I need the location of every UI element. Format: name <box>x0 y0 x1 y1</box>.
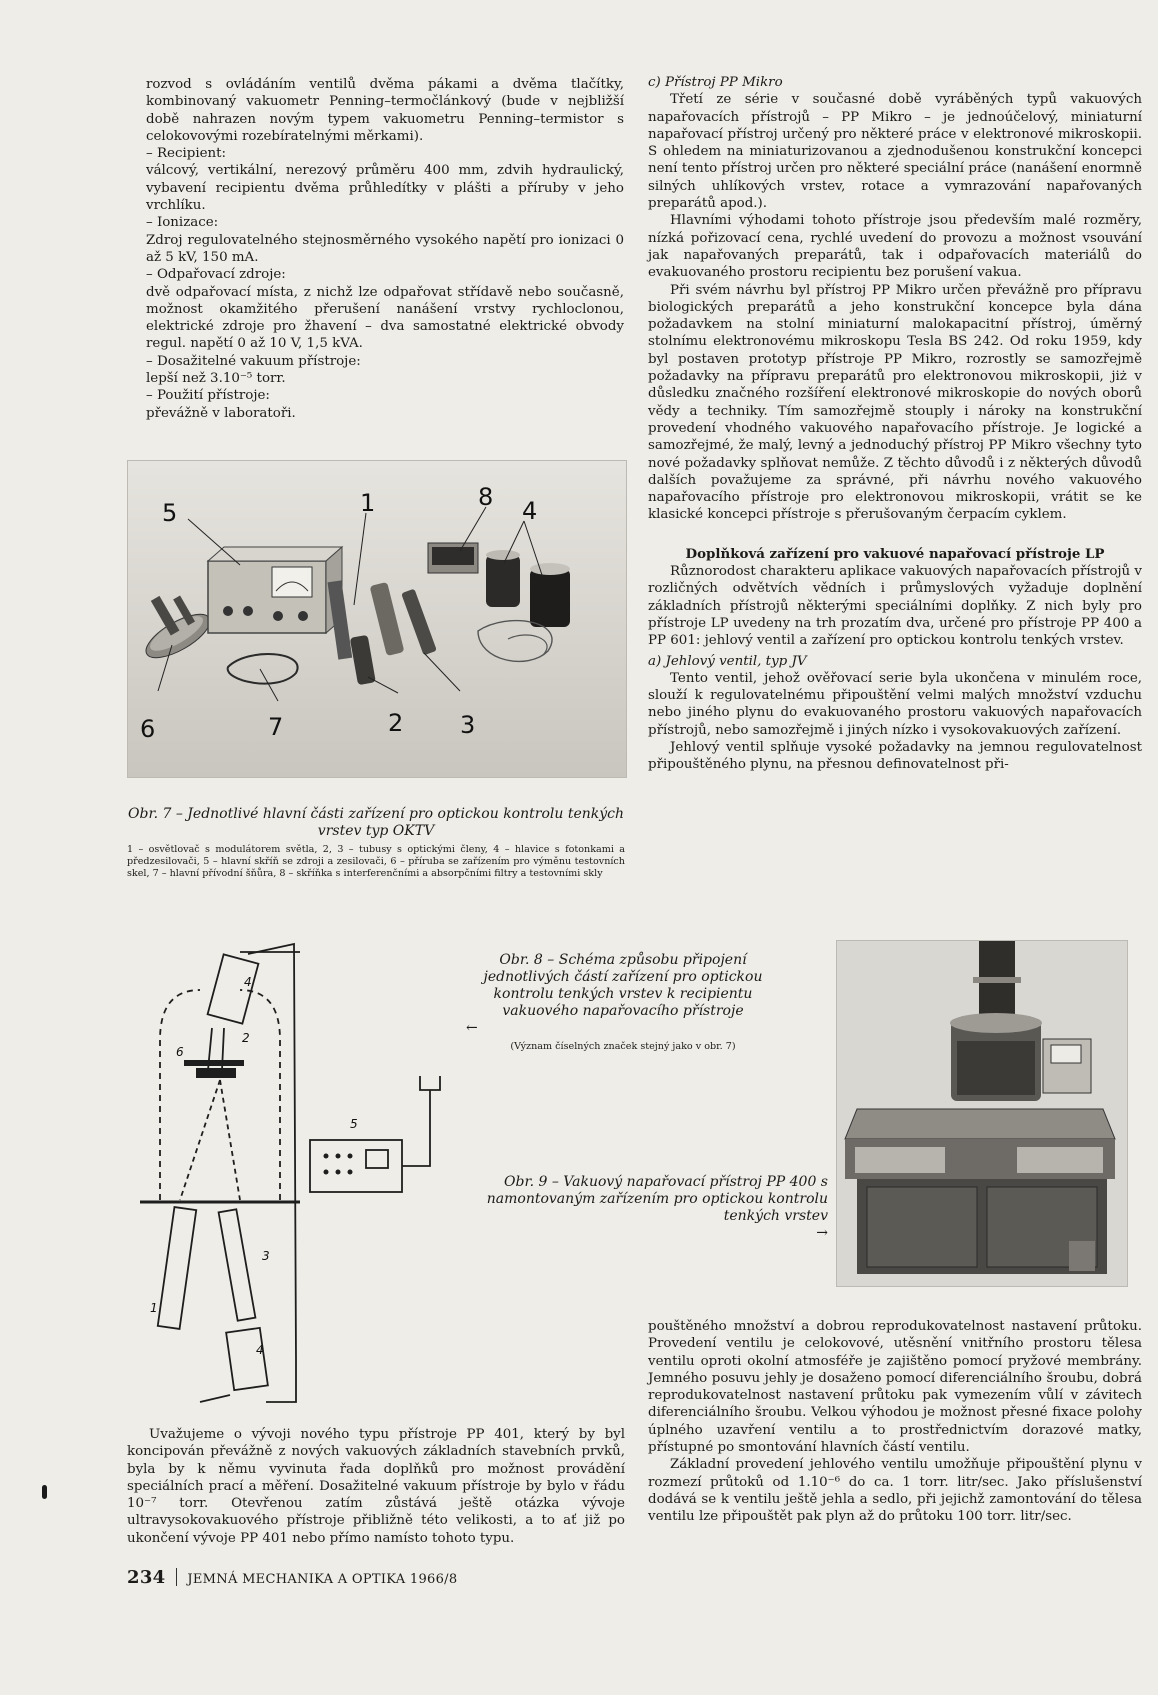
section-heading: Doplňková zařízení pro vakuové napařovací přístroje LP <box>685 545 1105 562</box>
figure-7-title: Obr. 7 – Jednotlivé hlavní části zařízení pro optickou kontrolu tenkých vrstev typ OKTV <box>128 806 624 839</box>
spec-label: – Použití přístroje: <box>146 388 270 404</box>
figure-8-labels <box>150 975 358 1357</box>
figure-8-title: Obr. 8 – Schéma způsobu připojení jednotlivých částí zařízení pro optickou kontrolu tenkých vrstev k recipientu vakuového napařovacího přístroje <box>483 952 763 1019</box>
right-column-bottom <box>648 1318 1142 1526</box>
section-subheading: a) Jehlový ventil, typ JV <box>648 653 807 669</box>
spec-label: – Recipient: <box>146 146 227 162</box>
figure-8-schematic <box>140 930 460 1410</box>
spec-label: – Dosažitelné vakuum přístroje: <box>146 353 361 369</box>
label-4-bottom: 4 <box>256 1343 264 1357</box>
spec-text: lepší než 3.10⁻⁵ torr. <box>146 371 286 387</box>
paragraph: pouštěného množství a dobrou reprodukovatelnost nastavení průtoku. Provedení ventilu je celokovové, utěsnění vnitřního prostoru tělesa ventilu oproti okolní atmosféře je zajištěno pomocí pryžové membrány. Jemného posuvu jehly je dosaženo pomocí diferenciálního šroubu, dobrá reprodukovatelnost nastavení průtoku pak vymezením vůlí v závitech diferenciálního šroubu. Velkou výhodou je možnost přesné fixace polohy úplného uzavření ventilu a to prostřednictvím dorazové matky, přístupné po smontování hlavních částí ventilu. <box>648 1319 1142 1456</box>
label-8: 8 <box>478 483 494 511</box>
label-1: 1 <box>150 1301 158 1315</box>
spec-item <box>146 387 624 422</box>
left-column-top <box>146 76 624 422</box>
spec-item <box>146 145 624 214</box>
paragraph: Tento ventil, jehož ověřovací serie byla ukončena v minulém roce, slouží k regulovatelnému připouštění velmi malých množství vzduchu nebo jiného plynu do evakuovaného prostoru vakuových napařovacích přístrojů, nebo samozřejmě i jiných nízko i vysokovakuových zařízení. <box>648 670 1142 738</box>
spec-text: převážně v laboratoři. <box>146 405 296 421</box>
paragraph: Hlavními výhodami tohoto přístroje jsou především malé rozměry, nízká pořizovací cena, rychlé uvedení do provozu a možnost vsouvání jak napařovaných preparátů, tak i odpařovacích materiálů do evakuovaného prostoru recipientu bez porušení vakua. <box>648 213 1142 281</box>
paragraph: Při svém návrhu byl přístroj PP Mikro určen převážně pro přípravu biologických preparátů a jeho konstrukční koncepce byla dána požadavkem na stolní miniaturní malokapacitní přístroj, úměrný stolnímu elektronovému mikroskopu Tesla BS 242. Od roku 1959, kdy byl postaven prototyp přístroje PP Mikro, rozrostly se samozřejmě požadavky na přípravu preparátů pro elektronovou mikroskopii, jiż v důsledku značného rozšíření elektronové mikroskopie do nových oborů vědy a techniky. Tím samozřejmě stouply i nároky na konstrukční provedení vhodného vakuového napařovacího přístroje. Je logické a samozřejmé, že malý, levný a jednoduchý přístroj PP Mikro všechny tyto nové požadavky splňovat nemůže. Z těchto důvodů i z některých důvodů dalších považujeme za správné, při návrhu nového vakuového napařovacího přístroje pro elektronovou mikroskopii, vrátit se ke klasické koncepci přístroje s přerušovaným čerpacím cyklem. <box>648 282 1142 523</box>
label-6: 6 <box>140 715 156 743</box>
spec-label: – Ionizace: <box>146 215 219 231</box>
figure-7-legend: 1 – osvětlovač s modulátorem světla, 2, 3 – tubusy s optickými členy, 4 – hlavice s fotonkami a předzesilovači, 5 – hlavní skříň se zdroji a zesilovači, 6 – příruba se zařízením pro výměnu testovních skel, 7 – hlavní přívodní šňůra, 8 – skříňka s interferenčními a absorpčními filtry a testovními skly <box>127 844 625 879</box>
label-7: 7 <box>268 713 284 741</box>
spec-text: Zdroj regulovatelného stejnosměrného vysokého napětí pro ionizaci 0 až 5 kV, 150 mA. <box>146 232 624 265</box>
paragraph: Základní provedení jehlového ventilu umožňuje připouštění plynu v rozmezí průtoků od 1.10⁻⁶ do ca. 1 torr. litr/sec. Jako příslušenství dodává se k ventilu ještě jehla a sedlo, při jejichž zamontování do tělesa ventilu lze připouštět pak plyn až do průtoku 100 torr. litr/sec. <box>648 1457 1142 1525</box>
paragraph: Třetí ze série v současné době vyráběných typů vakuových napařovacích přístrojů – PP Mikro – je jednoúčelový, miniaturní napařovací přístroj určený pro některé práce v elektronové mikroskopii. S ohledem na miniaturizovanou a zjednodušenou konstrukční koncepci není tento přístroj určen pro některé speciální práce (nanášení enormně silných uhlíkových vrstev, rotace a vymrazování napařovaných preparátů apod.). <box>648 92 1142 212</box>
spec-item <box>146 353 624 388</box>
paragraph: Různorodost charakteru aplikace vakuových napařovacích přístrojů v rozličných odvětvích vědních i průmyslových vyžaduje doplnění základních přístrojů některými speciálními doplňky. Z nich byly pro přístroje LP uvedeny na trh prozatím dva, určené pro přístroje PP 400 a PP 601: jehlový ventil a zařízení pro optickou kontrolu tenkých vrstev. <box>648 564 1142 649</box>
label-5: 5 <box>350 1117 358 1131</box>
footer-divider <box>176 1568 177 1586</box>
paragraph: Uvažujeme o vývoji nového typu přístroje PP 401, který by byl koncipován převážně z nových vakuových základních stavebních prvků, byla by k němu vyvinuta řada doplňků pro možnost provádění speciálních prací a měření. Dosažitelné vakuum přístroje by bylo v řádu 10⁻⁷ torr. Otevřenou zatím zůstává ještě otázka vývoje ultravysokovakuového přístroje přibližně této velikosti, a to ať již po ukončení vývoje PP 401 nebo přímo namísto tohoto typu. <box>127 1427 625 1546</box>
label-4-top: 4 <box>244 975 252 989</box>
figure-8-arrow: ← <box>466 1020 478 1036</box>
spec-text: dvě odpařovací místa, z nichž lze odpařovat střídavě nebo současně, možnost okamžitého přerušení nanášení vrstvy rychloclonou, elektrické zdroje pro žhavení – dva samostatné elektrické obvody regul. napětí 0 až 10 V, 1,5 kVA. <box>146 284 624 352</box>
label-4: 4 <box>522 497 538 525</box>
figure-8-caption <box>462 952 784 1053</box>
right-column-top <box>648 74 1142 774</box>
spec-item <box>146 266 624 352</box>
label-5: 5 <box>162 499 178 527</box>
label-2: 2 <box>242 1031 250 1045</box>
figure-9-illustration <box>837 941 1127 1286</box>
left-column-bottom <box>127 1426 625 1547</box>
figure-9-title: Obr. 9 – Vakuový napařovací přístroj PP 400 s namontovaným zařízením pro optickou kontrolu tenkých vrstev <box>486 1174 828 1224</box>
spec-item <box>146 214 624 266</box>
figure-7-photo <box>127 460 627 778</box>
label-6: 6 <box>176 1045 184 1059</box>
figure-7-caption <box>127 806 625 880</box>
journal-name: JEMNÁ MECHANIKA A OPTIKA 1966/8 <box>187 1572 458 1587</box>
label-2: 2 <box>388 709 404 737</box>
figure-7-illustration <box>128 461 626 777</box>
figure-9-caption <box>478 1174 828 1242</box>
paragraph: rozvod s ovládáním ventilů dvěma pákami a dvěma tlačítky, kombinovaný vakuometr Penning–termočlánkový (bude v nejbližší době nahrazen novým typem vakuometru Penning–termistor s celokovovými rozebíratelnými měrkami). <box>146 77 624 144</box>
filter-box <box>428 543 478 573</box>
page-number: 234 <box>127 1567 166 1588</box>
figure-8-diagram <box>140 930 460 1410</box>
page-footer <box>127 1567 457 1588</box>
label-3: 3 <box>262 1249 270 1263</box>
figure-8-note: (Význam číselných značek stejný jako v obr. 7) <box>510 1041 736 1052</box>
spec-text: válcový, vertikální, nerezový průměru 400 mm, zdvih hydraulický, vybavení recipientu dvěma průhledítky v plášti a příruby v jeho vrchlíku. <box>146 163 624 214</box>
main-cabinet <box>208 547 342 633</box>
label-1: 1 <box>360 489 376 517</box>
figure-9-arrow: → <box>816 1225 828 1241</box>
spec-label: – Odpařovací zdroje: <box>146 267 286 283</box>
paragraph: Jehlový ventil splňuje vysoké požadavky na jemnou regulovatelnost připouštěného plynu, na přesnou definovatelnost při- <box>648 739 1142 773</box>
figure-9-photo <box>836 940 1128 1287</box>
margin-mark <box>42 1485 47 1499</box>
section-subheading: c) Přístroj PP Mikro <box>648 75 783 90</box>
label-3: 3 <box>460 711 476 739</box>
